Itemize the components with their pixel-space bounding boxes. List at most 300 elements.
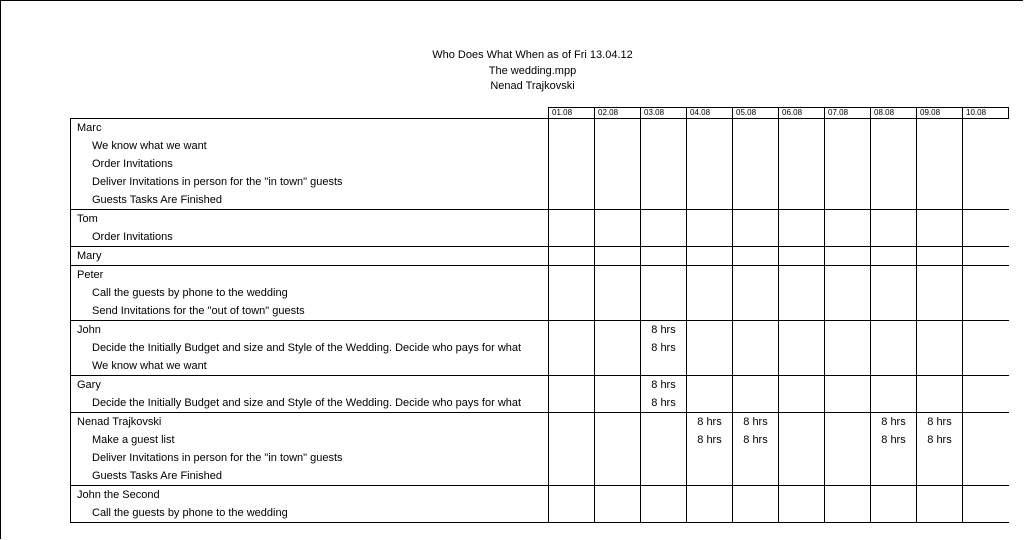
day-cell: [687, 247, 733, 266]
day-cell: [825, 321, 871, 376]
work-value: [549, 137, 594, 155]
work-value: [641, 431, 686, 449]
work-value: [595, 155, 640, 173]
work-value: [687, 449, 732, 467]
work-value: [917, 504, 962, 522]
work-value: [549, 376, 594, 394]
day-cell: [595, 119, 641, 210]
work-value: [779, 247, 824, 265]
work-value: [825, 321, 870, 339]
date-header-row: [71, 108, 1009, 119]
work-value: [825, 210, 870, 228]
work-value: [963, 247, 1009, 265]
work-value: [733, 119, 778, 137]
work-value: [917, 376, 962, 394]
work-value: [687, 302, 732, 320]
task-name: Send Invitations for the "out of town" guests: [92, 305, 305, 317]
work-value: [549, 173, 594, 191]
task-name: Call the guests by phone to the wedding: [92, 507, 288, 519]
resource-task-cell: [71, 119, 549, 210]
work-value: [825, 266, 870, 284]
work-value: [733, 339, 778, 357]
work-value: [917, 119, 962, 137]
work-value: [641, 357, 686, 375]
work-value: [825, 449, 870, 467]
work-value: [917, 394, 962, 412]
day-cell: [549, 486, 595, 523]
work-value: [687, 394, 732, 412]
work-value: [779, 191, 824, 209]
work-value: [687, 137, 732, 155]
day-cell: [917, 266, 963, 321]
work-value: [595, 173, 640, 191]
who-does-what-table: [70, 107, 1009, 523]
work-value: [871, 357, 916, 375]
work-value: [595, 504, 640, 522]
work-value: [963, 376, 1009, 394]
day-cell: [595, 210, 641, 247]
work-value: [871, 284, 916, 302]
day-cell: [733, 321, 779, 376]
work-value: [641, 449, 686, 467]
date-header: 08.08: [871, 108, 917, 119]
day-cell: [825, 486, 871, 523]
day-cell: [871, 486, 917, 523]
task-name: Decide the Initially Budget and size and Style of the Wedding. Decide who pays for what: [92, 397, 522, 409]
day-cell: [963, 119, 1009, 210]
work-value: 8 hrs: [697, 416, 722, 428]
work-value: [779, 449, 824, 467]
work-value: [917, 449, 962, 467]
work-value: [871, 467, 916, 485]
work-value: [595, 228, 640, 246]
work-value: 8 hrs: [881, 434, 906, 446]
day-cell: [917, 210, 963, 247]
work-value: [779, 284, 824, 302]
task-name: Decide the Initially Budget and size and Style of the Wedding. Decide who pays for what: [92, 342, 522, 354]
work-value: [733, 357, 778, 375]
date-header: 05.08: [733, 108, 779, 119]
work-value: [825, 137, 870, 155]
work-value: [871, 119, 916, 137]
work-value: [549, 247, 594, 265]
work-value: [963, 413, 1009, 431]
work-value: [779, 137, 824, 155]
day-cell: [779, 119, 825, 210]
resource-group: [71, 376, 1009, 413]
work-value: [733, 467, 778, 485]
work-value: [825, 486, 870, 504]
work-value: [871, 137, 916, 155]
work-value: [595, 284, 640, 302]
day-cell: [779, 376, 825, 413]
work-value: [641, 413, 686, 431]
work-value: [733, 284, 778, 302]
work-value: [687, 504, 732, 522]
resource-name: John: [77, 324, 101, 336]
work-value: 8 hrs: [743, 434, 768, 446]
work-value: [641, 486, 686, 504]
work-value: [687, 228, 732, 246]
date-header: 07.08: [825, 108, 871, 119]
day-cell: [549, 247, 595, 266]
work-value: [779, 155, 824, 173]
work-value: [825, 228, 870, 246]
work-value: [549, 191, 594, 209]
resource-name: Tom: [77, 213, 98, 225]
work-value: [779, 228, 824, 246]
resource-group: [71, 413, 1009, 486]
day-cell: [963, 413, 1009, 486]
work-value: [733, 449, 778, 467]
work-value: [779, 173, 824, 191]
work-value: 8 hrs: [743, 416, 768, 428]
work-value: [733, 266, 778, 284]
day-cell: [963, 247, 1009, 266]
work-value: [641, 504, 686, 522]
work-value: [641, 228, 686, 246]
work-value: [549, 504, 594, 522]
day-cell: [549, 376, 595, 413]
work-value: [825, 376, 870, 394]
work-value: [549, 394, 594, 412]
work-value: [641, 210, 686, 228]
day-cell: [641, 266, 687, 321]
work-value: [641, 247, 686, 265]
day-cell: [687, 486, 733, 523]
work-value: [917, 302, 962, 320]
work-value: [733, 210, 778, 228]
work-value: [917, 321, 962, 339]
work-value: 8 hrs: [651, 324, 676, 336]
resource-task-cell: [71, 266, 549, 321]
work-value: [641, 173, 686, 191]
work-value: [871, 449, 916, 467]
task-name: Guests Tasks Are Finished: [92, 470, 223, 482]
work-value: [871, 376, 916, 394]
work-value: [963, 119, 1009, 137]
resource-name: Nenad Trajkovski: [77, 416, 162, 428]
work-value: [871, 394, 916, 412]
resource-name: Marc: [77, 122, 102, 134]
work-value: [871, 191, 916, 209]
day-cell: [917, 321, 963, 376]
day-cell: [549, 413, 595, 486]
day-cell: [917, 119, 963, 210]
work-value: [641, 137, 686, 155]
work-value: [733, 321, 778, 339]
work-value: [687, 266, 732, 284]
work-value: [595, 137, 640, 155]
work-value: [779, 339, 824, 357]
task-name: Deliver Invitations in person for the "in town" guests: [92, 176, 343, 188]
day-cell: [963, 486, 1009, 523]
work-value: [963, 191, 1009, 209]
work-value: [779, 119, 824, 137]
work-value: [549, 467, 594, 485]
work-value: [825, 284, 870, 302]
resource-group: [71, 119, 1009, 210]
date-header: 06.08: [779, 108, 825, 119]
work-value: [871, 339, 916, 357]
resource-task-cell: [71, 486, 549, 523]
day-cell: [871, 247, 917, 266]
work-value: 8 hrs: [927, 416, 952, 428]
project-file-name: The wedding.mpp: [488, 65, 577, 77]
work-value: [963, 302, 1009, 320]
resource-task-cell: [71, 413, 549, 486]
work-value: [595, 467, 640, 485]
day-cell: [687, 119, 733, 210]
work-value: [917, 137, 962, 155]
resource-task-cell: [71, 376, 549, 413]
work-value: [871, 486, 916, 504]
date-header: 04.08: [687, 108, 733, 119]
work-value: [549, 266, 594, 284]
work-value: [917, 191, 962, 209]
report-title: Who Does What When as of Fri 13.04.12: [432, 49, 633, 61]
task-name: Order Invitations: [92, 231, 173, 243]
work-value: [871, 173, 916, 191]
work-value: [917, 339, 962, 357]
day-cell: [595, 321, 641, 376]
work-value: [779, 504, 824, 522]
work-value: [779, 431, 824, 449]
work-value: [871, 155, 916, 173]
work-value: 8 hrs: [697, 434, 722, 446]
day-cell: [641, 210, 687, 247]
resource-task-cell: [71, 321, 549, 376]
work-value: [779, 321, 824, 339]
work-value: [641, 119, 686, 137]
day-cell: [687, 413, 733, 486]
work-value: [595, 302, 640, 320]
work-value: [825, 155, 870, 173]
work-value: [963, 228, 1009, 246]
date-header: 02.08: [595, 108, 641, 119]
day-cell: [917, 413, 963, 486]
day-cell: [871, 376, 917, 413]
work-value: [549, 228, 594, 246]
work-value: [963, 321, 1009, 339]
work-value: [825, 504, 870, 522]
day-cell: [871, 119, 917, 210]
day-cell: [733, 119, 779, 210]
work-value: [733, 247, 778, 265]
work-value: [549, 119, 594, 137]
work-value: [963, 467, 1009, 485]
work-value: [549, 155, 594, 173]
day-cell: [779, 486, 825, 523]
work-value: [595, 449, 640, 467]
day-cell: [733, 413, 779, 486]
work-value: 8 hrs: [881, 416, 906, 428]
work-value: [595, 431, 640, 449]
resource-group: [71, 321, 1009, 376]
work-value: [825, 467, 870, 485]
day-cell: [641, 247, 687, 266]
day-cell: [825, 247, 871, 266]
work-value: [687, 173, 732, 191]
resource-group: [71, 247, 1009, 266]
work-value: [917, 284, 962, 302]
work-value: [963, 486, 1009, 504]
work-value: [779, 357, 824, 375]
day-cell: [733, 376, 779, 413]
work-value: [687, 357, 732, 375]
work-value: [871, 266, 916, 284]
work-value: 8 hrs: [651, 397, 676, 409]
work-value: [779, 266, 824, 284]
work-value: [963, 339, 1009, 357]
task-name: Call the guests by phone to the wedding: [92, 287, 288, 299]
day-cell: [825, 413, 871, 486]
day-cell: [641, 376, 687, 413]
day-cell: [917, 376, 963, 413]
day-cell: [687, 321, 733, 376]
work-value: [733, 228, 778, 246]
work-value: [779, 302, 824, 320]
work-value: [779, 467, 824, 485]
work-value: [963, 449, 1009, 467]
day-cell: [917, 247, 963, 266]
work-value: [733, 504, 778, 522]
day-cell: [595, 247, 641, 266]
day-cell: [779, 266, 825, 321]
work-value: [595, 376, 640, 394]
work-value: [825, 357, 870, 375]
work-value: [549, 210, 594, 228]
work-value: [641, 302, 686, 320]
day-cell: [917, 486, 963, 523]
date-header: 10.08: [963, 108, 1009, 119]
work-value: [733, 486, 778, 504]
work-value: [733, 302, 778, 320]
work-value: [549, 284, 594, 302]
work-value: [549, 357, 594, 375]
resource-name: Mary: [77, 250, 102, 262]
day-cell: [779, 210, 825, 247]
work-value: [871, 247, 916, 265]
date-header: 03.08: [641, 108, 687, 119]
work-value: [687, 191, 732, 209]
work-value: [871, 302, 916, 320]
work-value: [733, 173, 778, 191]
work-value: [595, 191, 640, 209]
work-value: [963, 210, 1009, 228]
resource-name: Gary: [77, 379, 101, 391]
work-value: 8 hrs: [651, 379, 676, 391]
day-cell: [549, 266, 595, 321]
work-value: [687, 376, 732, 394]
day-cell: [871, 321, 917, 376]
work-value: [687, 247, 732, 265]
work-value: [733, 394, 778, 412]
header-spacer: [71, 108, 549, 119]
work-value: [641, 191, 686, 209]
day-cell: [641, 321, 687, 376]
day-cell: [595, 486, 641, 523]
day-cell: [963, 321, 1009, 376]
work-value: [595, 321, 640, 339]
work-value: [687, 155, 732, 173]
work-value: [963, 504, 1009, 522]
task-name: We know what we want: [92, 360, 207, 372]
work-value: [549, 486, 594, 504]
resource-task-cell: [71, 210, 549, 247]
work-value: [825, 394, 870, 412]
work-value: [687, 467, 732, 485]
day-cell: [687, 210, 733, 247]
work-value: [733, 376, 778, 394]
work-value: [779, 486, 824, 504]
work-value: [595, 119, 640, 137]
task-name: Make a guest list: [92, 434, 175, 446]
work-value: [595, 394, 640, 412]
work-value: [825, 431, 870, 449]
work-value: [963, 284, 1009, 302]
work-value: 8 hrs: [927, 434, 952, 446]
day-cell: [595, 266, 641, 321]
date-header: 01.08: [549, 108, 595, 119]
day-cell: [779, 321, 825, 376]
work-value: [871, 210, 916, 228]
work-value: [825, 339, 870, 357]
work-value: [825, 119, 870, 137]
day-cell: [687, 266, 733, 321]
work-value: [687, 321, 732, 339]
work-value: [733, 191, 778, 209]
day-cell: [733, 266, 779, 321]
work-value: [779, 376, 824, 394]
task-name: We know what we want: [92, 140, 207, 152]
work-value: [825, 413, 870, 431]
work-value: [963, 357, 1009, 375]
day-cell: [825, 119, 871, 210]
work-value: [641, 155, 686, 173]
work-value: [549, 413, 594, 431]
task-name: Deliver Invitations in person for the "in town" guests: [92, 452, 343, 464]
work-value: [595, 247, 640, 265]
day-cell: [733, 210, 779, 247]
day-cell: [825, 210, 871, 247]
day-cell: [733, 247, 779, 266]
resource-group: [71, 210, 1009, 247]
work-value: [549, 302, 594, 320]
work-value: [917, 247, 962, 265]
work-value: [549, 431, 594, 449]
day-cell: [825, 266, 871, 321]
work-value: [641, 467, 686, 485]
author-name: Nenad Trajkovski: [490, 80, 575, 92]
work-value: [549, 321, 594, 339]
day-cell: [779, 247, 825, 266]
work-value: [595, 266, 640, 284]
work-value: [963, 431, 1009, 449]
resource-name: Peter: [77, 269, 104, 281]
day-cell: [871, 266, 917, 321]
work-value: 8 hrs: [651, 342, 676, 354]
work-value: [917, 266, 962, 284]
day-cell: [595, 413, 641, 486]
work-value: [595, 357, 640, 375]
work-value: [917, 486, 962, 504]
resource-group: [71, 266, 1009, 321]
work-value: [595, 486, 640, 504]
work-value: [595, 413, 640, 431]
work-value: [825, 191, 870, 209]
day-cell: [963, 376, 1009, 413]
